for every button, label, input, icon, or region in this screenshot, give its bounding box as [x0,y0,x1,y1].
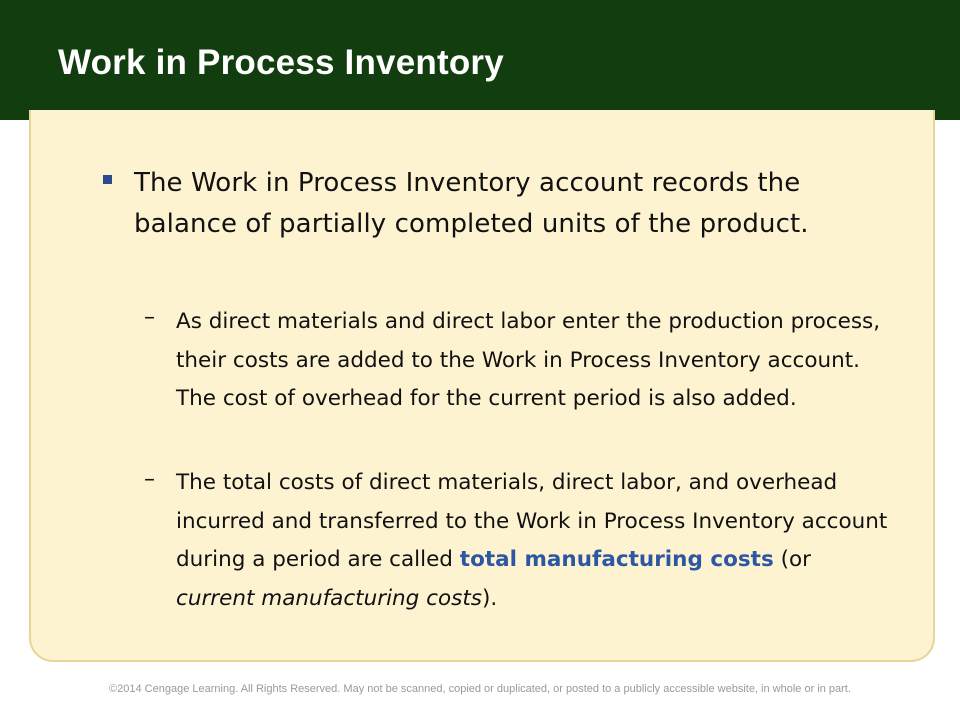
italic-term: current manufacturing costs [176,585,482,611]
sub-bullet-dash: – [144,467,155,492]
main-bullet-text: The Work in Process Inventory account records the balance of partially completed units of the product. [134,168,809,239]
sub-bullet-dash: – [144,305,155,330]
copyright-footer: ©2014 Cengage Learning. All Rights Reserved. May not be scanned, copied or duplicated, or posted to a publicly accessible website, in whole or in part. [109,683,851,695]
sub-bullet-2-text-after: ). [481,585,498,611]
highlighted-term: total manufacturing costs [459,547,774,572]
slide-title: Work in Process Inventory [58,43,504,82]
sub-bullet-2 [176,464,896,618]
sub-bullet-2-text-middle: (or [773,547,811,572]
sub-bullet-2-text-before: The total costs of direct materials, direct labor, and overhead incurred and transferred to the Work in Process Inventory account during a period are called [176,470,888,572]
sub-bullet-1-text: As direct materials and direct labor enter the production process, their costs are added to the Work in Process Inventory account. The cost of overhead for the current period is also added. [176,309,881,411]
title-bar [0,0,960,120]
square-bullet-icon [103,175,112,184]
